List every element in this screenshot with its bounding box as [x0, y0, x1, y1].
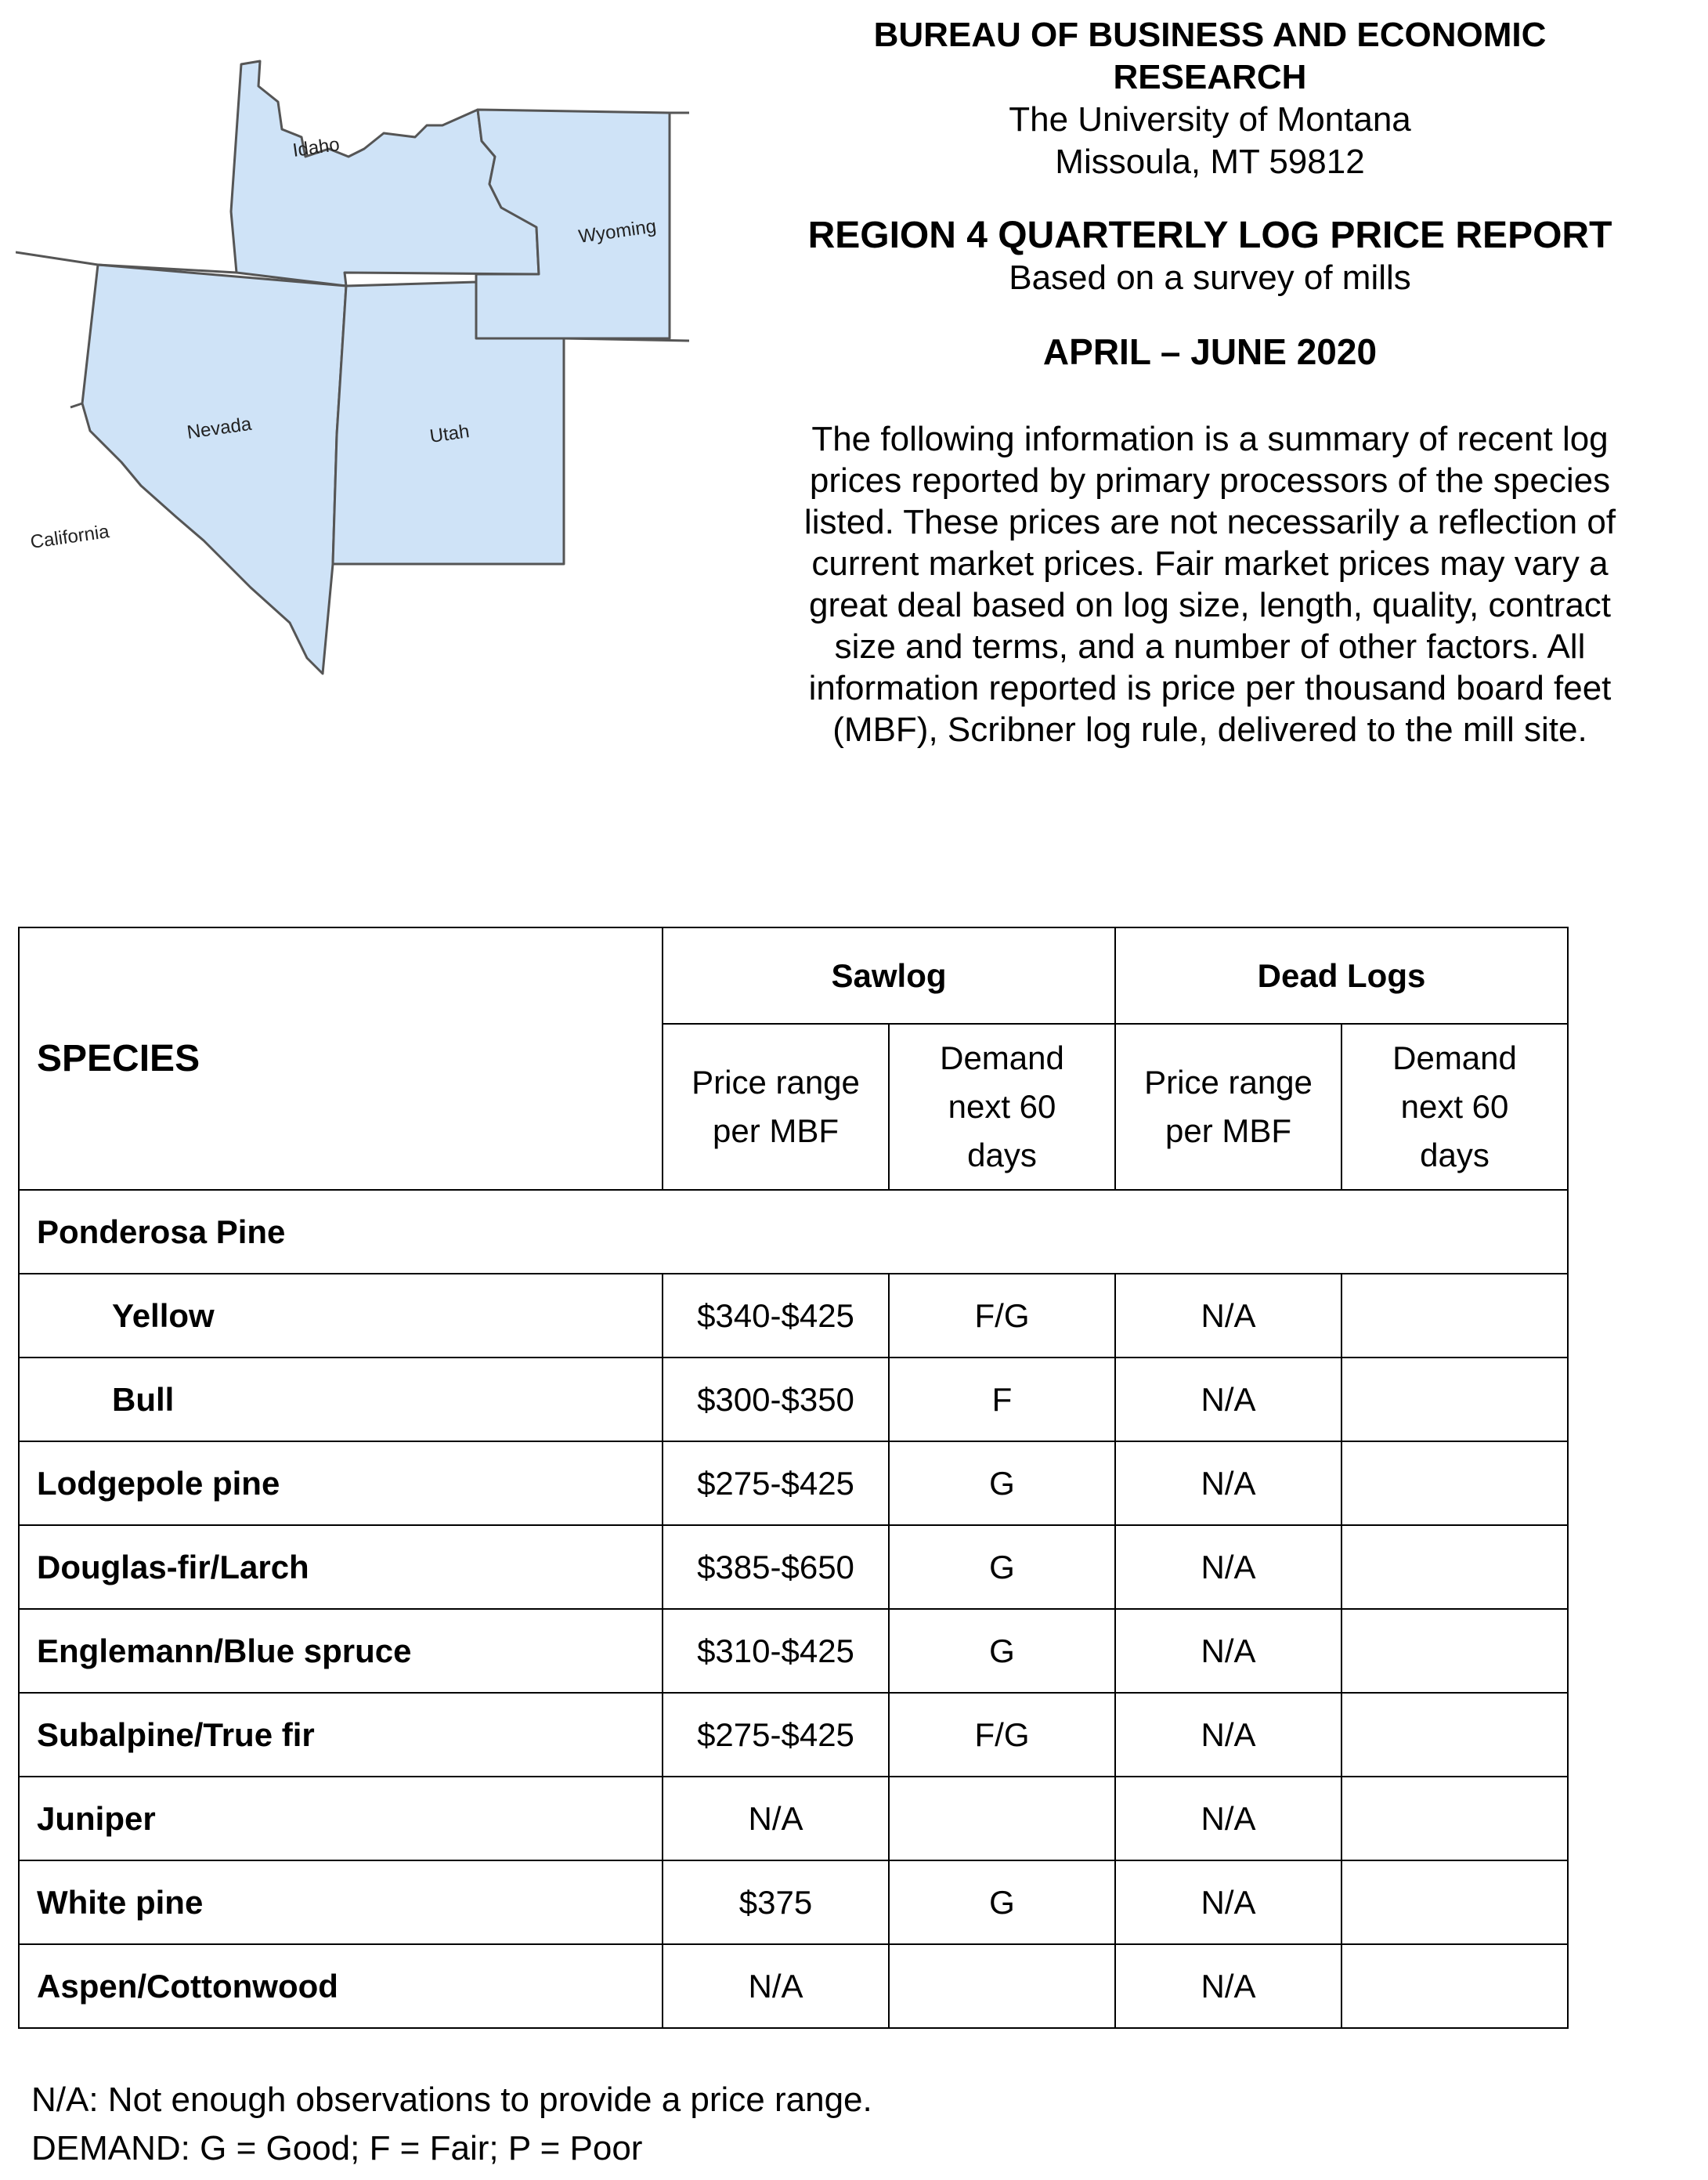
species-name: White pine [19, 1860, 663, 1944]
sawlog-price-cell: $275-$425 [663, 1441, 889, 1525]
dead-demand-cell [1341, 1274, 1568, 1358]
address: Missoula, MT 59812 [1055, 143, 1365, 181]
sawlog-demand-cell: G [889, 1860, 1115, 1944]
sawlog-price-header [663, 1024, 889, 1190]
species-name: Juniper [19, 1777, 663, 1860]
sawlog-price-cell: $275-$425 [663, 1693, 889, 1777]
dead-price-cell: N/A [1115, 1274, 1341, 1358]
california-label: California [29, 521, 111, 553]
sawlog-price-cell: $340-$425 [663, 1274, 889, 1358]
header-text: per MBF [1165, 1112, 1292, 1149]
report-period: APRIL – JUNE 2020 [1042, 331, 1378, 372]
table-row [19, 1777, 1568, 1860]
table-row [19, 1274, 1568, 1358]
sawlog-demand-cell: F [889, 1358, 1115, 1441]
nevada-shape [82, 265, 346, 674]
sawlog-price-cell: N/A [663, 1777, 889, 1860]
log-price-table [18, 927, 1569, 2029]
summary-line: great deal based on log size, length, quality, contract [808, 586, 1612, 624]
university-name: The University of Montana [1009, 100, 1411, 139]
dead-logs-header: Dead Logs [1115, 927, 1568, 1024]
section-ponderosa-pine: Ponderosa Pine [19, 1190, 1568, 1274]
sawlog-price-cell: $300-$350 [663, 1358, 889, 1441]
dead-price-header [1115, 1024, 1341, 1190]
org-name-line1: BUREAU OF BUSINESS AND ECONOMIC [873, 16, 1547, 54]
section-row [19, 1190, 1568, 1274]
california-coast-line [70, 403, 82, 407]
dead-demand-cell [1341, 1441, 1568, 1525]
summary-line: information reported is price per thousand board feet [808, 669, 1612, 707]
demand-footnote: DEMAND: G = Good; F = Fair; P = Poor [31, 2129, 643, 2167]
dead-price-cell: N/A [1115, 1944, 1341, 2028]
california-border-line [16, 252, 98, 265]
table-row [19, 1358, 1568, 1441]
dead-price-cell: N/A [1115, 1693, 1341, 1777]
report-subtitle: Based on a survey of mills [1009, 258, 1411, 297]
dead-demand-cell [1341, 1860, 1568, 1944]
header-text: Price range [1144, 1064, 1313, 1101]
species-name: Aspen/Cottonwood [19, 1944, 663, 2028]
header-text: days [1420, 1137, 1490, 1173]
sawlog-price-cell: $385-$650 [663, 1525, 889, 1609]
species-name: Yellow [19, 1274, 663, 1358]
dead-demand-cell [1341, 1609, 1568, 1693]
dead-demand-cell [1341, 1693, 1568, 1777]
header-text: next 60 [1400, 1088, 1509, 1125]
table-row [19, 1860, 1568, 1944]
dead-demand-header [1341, 1024, 1568, 1190]
sawlog-price-cell: $375 [663, 1860, 889, 1944]
species-name: Douglas-fir/Larch [19, 1525, 663, 1609]
sawlog-demand-header [889, 1024, 1115, 1190]
region-map [16, 47, 689, 697]
species-name: Englemann/Blue spruce [19, 1609, 663, 1693]
header-text: Price range [692, 1064, 860, 1101]
dead-price-cell: N/A [1115, 1441, 1341, 1525]
species-name: Lodgepole pine [19, 1441, 663, 1525]
report-header [760, 14, 1660, 750]
dead-demand-cell [1341, 1777, 1568, 1860]
summary-line: size and terms, and a number of other factors. All [834, 627, 1586, 666]
sawlog-demand-cell [889, 1944, 1115, 2028]
map-outlines [82, 61, 670, 674]
sawlog-demand-cell: G [889, 1525, 1115, 1609]
table-row [19, 1609, 1568, 1693]
sawlog-demand-cell [889, 1777, 1115, 1860]
summary-line: (MBF), Scribner log rule, delivered to the mill site. [832, 710, 1587, 749]
header-text: next 60 [948, 1088, 1056, 1125]
sawlog-demand-cell: F/G [889, 1693, 1115, 1777]
report-title: REGION 4 QUARTERLY LOG PRICE REPORT [807, 215, 1612, 256]
table-row [19, 1525, 1568, 1609]
summary-line: listed. These prices are not necessarily a reflection of [803, 503, 1616, 541]
dead-price-cell: N/A [1115, 1609, 1341, 1693]
sawlog-price-cell: N/A [663, 1944, 889, 2028]
header-text: per MBF [712, 1112, 840, 1149]
dead-demand-cell [1341, 1358, 1568, 1441]
idaho-label: Idaho [291, 133, 341, 161]
dead-demand-cell [1341, 1944, 1568, 2028]
header-text: Demand [1392, 1039, 1517, 1076]
summary-line: prices reported by primary processors of the species [809, 461, 1611, 500]
sawlog-demand-cell: F/G [889, 1274, 1115, 1358]
sawlog-demand-cell: G [889, 1609, 1115, 1693]
summary-line: current market prices. Fair market prices may vary a [811, 544, 1609, 583]
sawlog-header: Sawlog [663, 927, 1115, 1024]
header-text: Demand [940, 1039, 1064, 1076]
species-header: SPECIES [19, 927, 663, 1190]
dead-price-cell: N/A [1115, 1860, 1341, 1944]
na-footnote: N/A: Not enough observations to provide a price range. [31, 2081, 872, 2119]
nevada-label: Nevada [186, 413, 253, 443]
summary-paragraph [760, 418, 1660, 750]
wyoming-label: Wyoming [577, 215, 658, 248]
org-name-line2: RESEARCH [1113, 58, 1307, 96]
dead-price-cell: N/A [1115, 1525, 1341, 1609]
sawlog-demand-cell: G [889, 1441, 1115, 1525]
summary-line: The following information is a summary of recent log [811, 420, 1609, 458]
table-row [19, 1441, 1568, 1525]
dead-demand-cell [1341, 1525, 1568, 1609]
species-name: Subalpine/True fir [19, 1693, 663, 1777]
table-row [19, 1944, 1568, 2028]
table-row [19, 1693, 1568, 1777]
species-name: Bull [19, 1358, 663, 1441]
footnotes [31, 2076, 872, 2173]
dead-price-cell: N/A [1115, 1358, 1341, 1441]
dead-price-cell: N/A [1115, 1777, 1341, 1860]
header-text: days [967, 1137, 1037, 1173]
sawlog-price-cell: $310-$425 [663, 1609, 889, 1693]
utah-label: Utah [428, 421, 471, 447]
